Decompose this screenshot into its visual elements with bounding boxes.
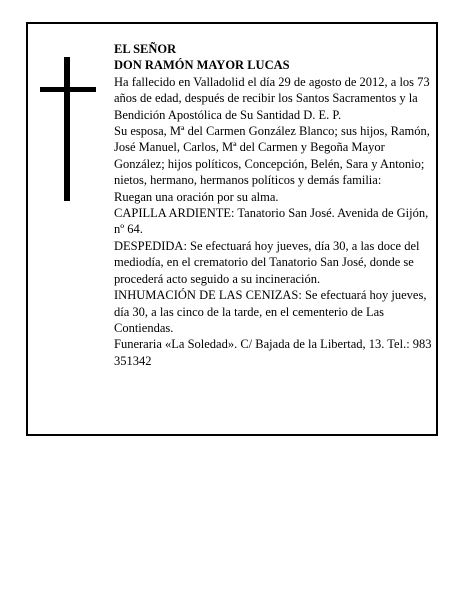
notice-text [114, 41, 434, 369]
cross-icon [40, 57, 96, 201]
paragraph-farewell: DESPEDIDA: Se efectuará hoy jueves, día 30, a las doce del mediodía, en el crematorio del Tanatorio San José, donde se procederá acto seguido a su incineración. [114, 238, 420, 286]
paragraph-funeral-home: Funeraria «La Soledad». C/ Bajada de la Libertad, 13. Tel.: 983 351342 [114, 337, 432, 368]
paragraph-death-announcement: Ha fallecido en Valladolid el día 29 de agosto de 2012, a los 73 años de edad, después de recibir los Santos Sacramentos y la Bendición Apostólica de Su Santidad D. E. P. [114, 74, 430, 122]
paragraph-burial: INHUMACIÓN DE LAS CENIZAS: Se efectuará hoy jueves, día 30, a las cinco de la tarde, en el cementerio de Las Contiendas. [114, 288, 427, 335]
cross-vertical-bar [64, 57, 70, 201]
notice-title-line1: EL SEÑOR [114, 42, 177, 56]
obituary-notice [26, 22, 438, 436]
cross-horizontal-bar [40, 87, 96, 92]
notice-title-line2: DON RAMÓN MAYOR LUCAS [114, 58, 290, 73]
paragraph-prayer: Ruegan una oración por su alma. [114, 189, 279, 204]
paragraph-chapel: CAPILLA ARDIENTE: Tanatorio San José. Avenida de Gijón, nº 64. [114, 206, 429, 237]
paragraph-family: Su esposa, Mª del Carmen González Blanco; sus hijos, Ramón, José Manuel, Carlos, Mª del Carmen y Begoña Mayor González; hijos políticos, Concepción, Belén, Sara y Antonio; nietos, hermano, hermanos políticos y demás familia: [114, 124, 430, 188]
